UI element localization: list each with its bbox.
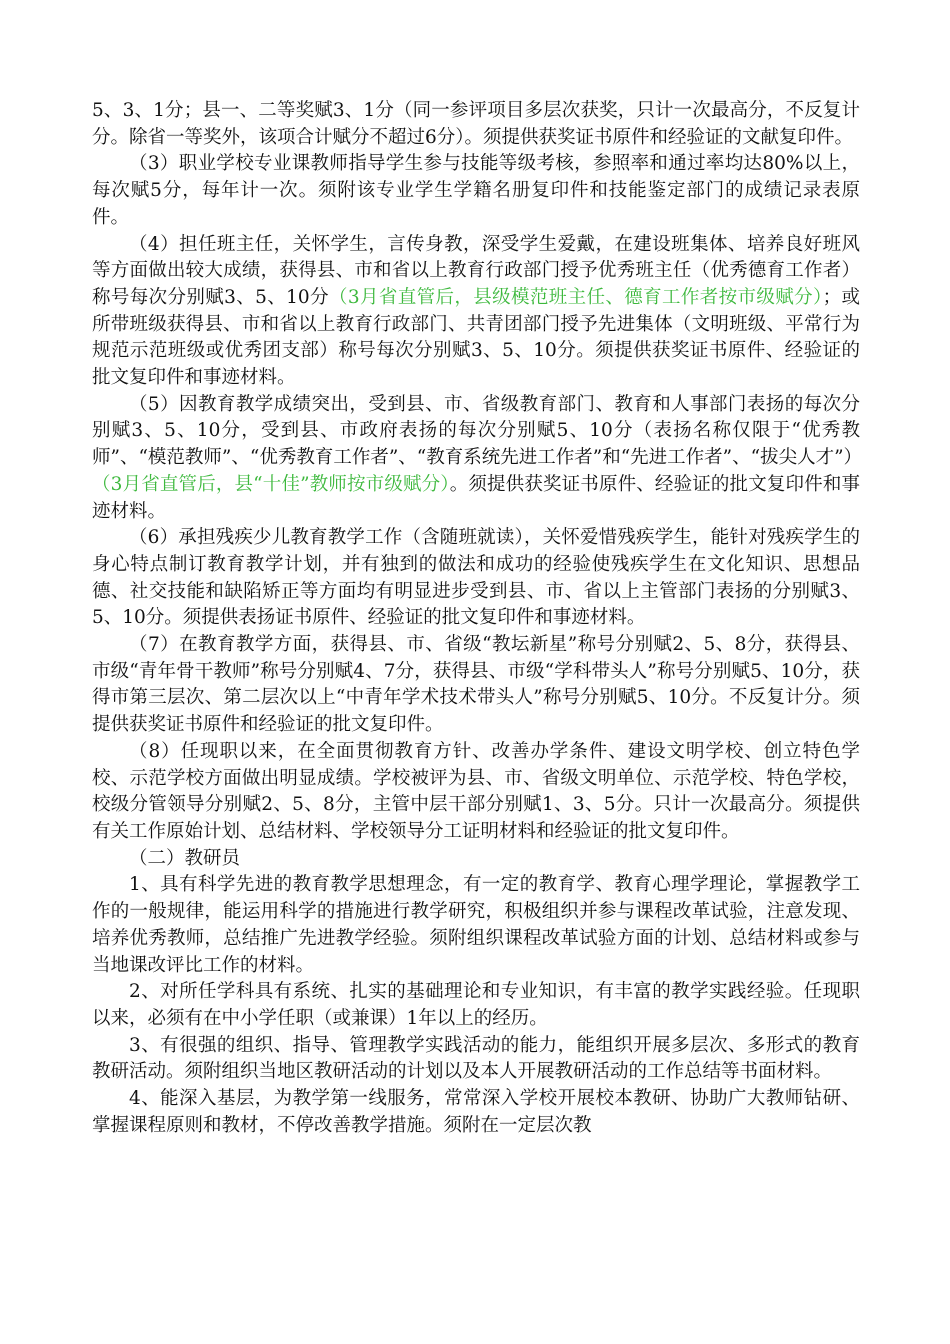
paragraph-researcher-1: 1、具有科学先进的教育教学思想理念，有一定的教育学、教育心理学理论，掌握教学工作的一般规律，能运用科学的措施进行教学研究，积极组织并参与课程改革试验，注意发现、培养优秀教师，总结推广先进教学经验。须附组织课程改革试验方面的计划、总结材料或参与当地课改评比工作的材料。 [92, 874, 860, 976]
paragraph-item-6: （6）承担残疾少儿教育教学工作（含随班就读），关怀爱惜残疾学生，能针对残疾学生的身心特点制订教育教学计划，并有独到的做法和成功的经验使残疾学生在文化知识、思想品德、社交技能和缺陷矫正等方面均有明显进步受到县、市、省以上主管部门表扬的分别赋3、5、10分。须提供表扬证书原件、经验证的批文复印件和事迹材料。 [92, 527, 860, 629]
paragraph-item-5-note: （3月省直管后，县“十佳”教师按市级赋分） [92, 473, 450, 495]
paragraph-item-4-text-b: ；或所带班级获得县、市和省以上教育行政部门、共青团部门授予先进集体（文明班级、平常行为规范示范班级或优秀团支部）称号每次分别赋3、5、10分。须提供获奖证书原件、经验证的批文复印件和事迹材料。 [92, 286, 860, 389]
paragraph-item-8: （8）任现职以来，在全面贯彻教育方针、改善办学条件、建设文明学校、创立特色学校、示范学校方面做出明显成绩。学校被评为县、市、省级文明单位、示范学校、特色学校，校级分管领导分别赋2、5、8分，主管中层干部分别赋1、3、5分。只计一次最高分。须提供有关工作原始计划、总结材料、学校领导分工证明材料和经验证的批文复印件。 [92, 740, 860, 842]
paragraph-item-7: （7）在教育教学方面，获得县、市、省级“教坛新星”称号分别赋2、5、8分，获得县、市级“青年骨干教师”称号分别赋4、7分，获得县、市级“学科带头人”称号分别赋5、10分，获得市第三层次、第二层次以上“中青年学术技术带头人”称号分别赋5、10分。不反复计分。须提供获奖证书原件和经验证的批文复印件。 [92, 634, 860, 736]
document-page [92, 98, 863, 1139]
paragraph-item-4-note: （3月省直管后，县级模范班主任、德育工作者按市级赋分） [328, 286, 823, 308]
paragraph-item-5-text-a: （5）因教育教学成绩突出，受到县、市、省级教育部门、教育和人事部门表扬的每次分别赋3、5、10分，受到县、市政府表扬的每次分别赋5、10分（表扬名称仅限于“优秀教师”、“模范教师”、“优秀教育工作者”、“教育系统先进工作者”和“先进工作者”、“拔尖人才”） [92, 393, 863, 469]
paragraph-researcher-2: 2、对所任学科具有系统、扎实的基础理论和专业知识，有丰富的教学实践经验。任现职以来，必须有在中小学任职（或兼课）1年以上的经历。 [92, 981, 860, 1029]
paragraph-item-4-text-a: （4）担任班主任，关怀学生，言传身教，深受学生爱戴，在建设班集体、培养良好班风等方面做出较大成绩，获得县、市和省以上教育行政部门授予优秀班主任（优秀德育工作者）称号每次分别赋3、5、10分 [92, 233, 860, 308]
paragraph-item-4 [92, 232, 860, 392]
paragraph-continuation: 5、3、1分；县一、二等奖赋3、1分（同一参评项目多层次获奖，只计一次最高分，不反复计分。除省一等奖外，该项合计赋分不超过6分）。须提供获奖证书原件和经验证的文献复印件。 [92, 100, 860, 148]
section-heading-researcher: （二）教研员 [129, 847, 241, 869]
paragraph-item-5 [92, 392, 863, 526]
paragraph-item-3: （3）职业学校专业课教师指导学生参与技能等级考核，参照率和通过率均达80%以上，每次赋5分，每年计一次。须附该专业学生学籍名册复印件和技能鉴定部门的成绩记录表原件。 [92, 153, 860, 228]
paragraph-researcher-3: 3、有很强的组织、指导、管理教学实践活动的能力，能组织开展多层次、多形式的教育教研活动。须附组织当地区教研活动的计划以及本人开展教研活动的工作总结等书面材料。 [92, 1034, 860, 1083]
paragraph-item-5-text-b: 。须提供获奖证书原件、经验证的批文复印件和事迹材料。 [92, 473, 860, 522]
paragraph-researcher-4: 4、能深入基层，为教学第一线服务，常常深入学校开展校本教研、协助广大教师钻研、掌握课程原则和教材，不停改善教学措施。须附在一定层次教 [92, 1088, 860, 1136]
